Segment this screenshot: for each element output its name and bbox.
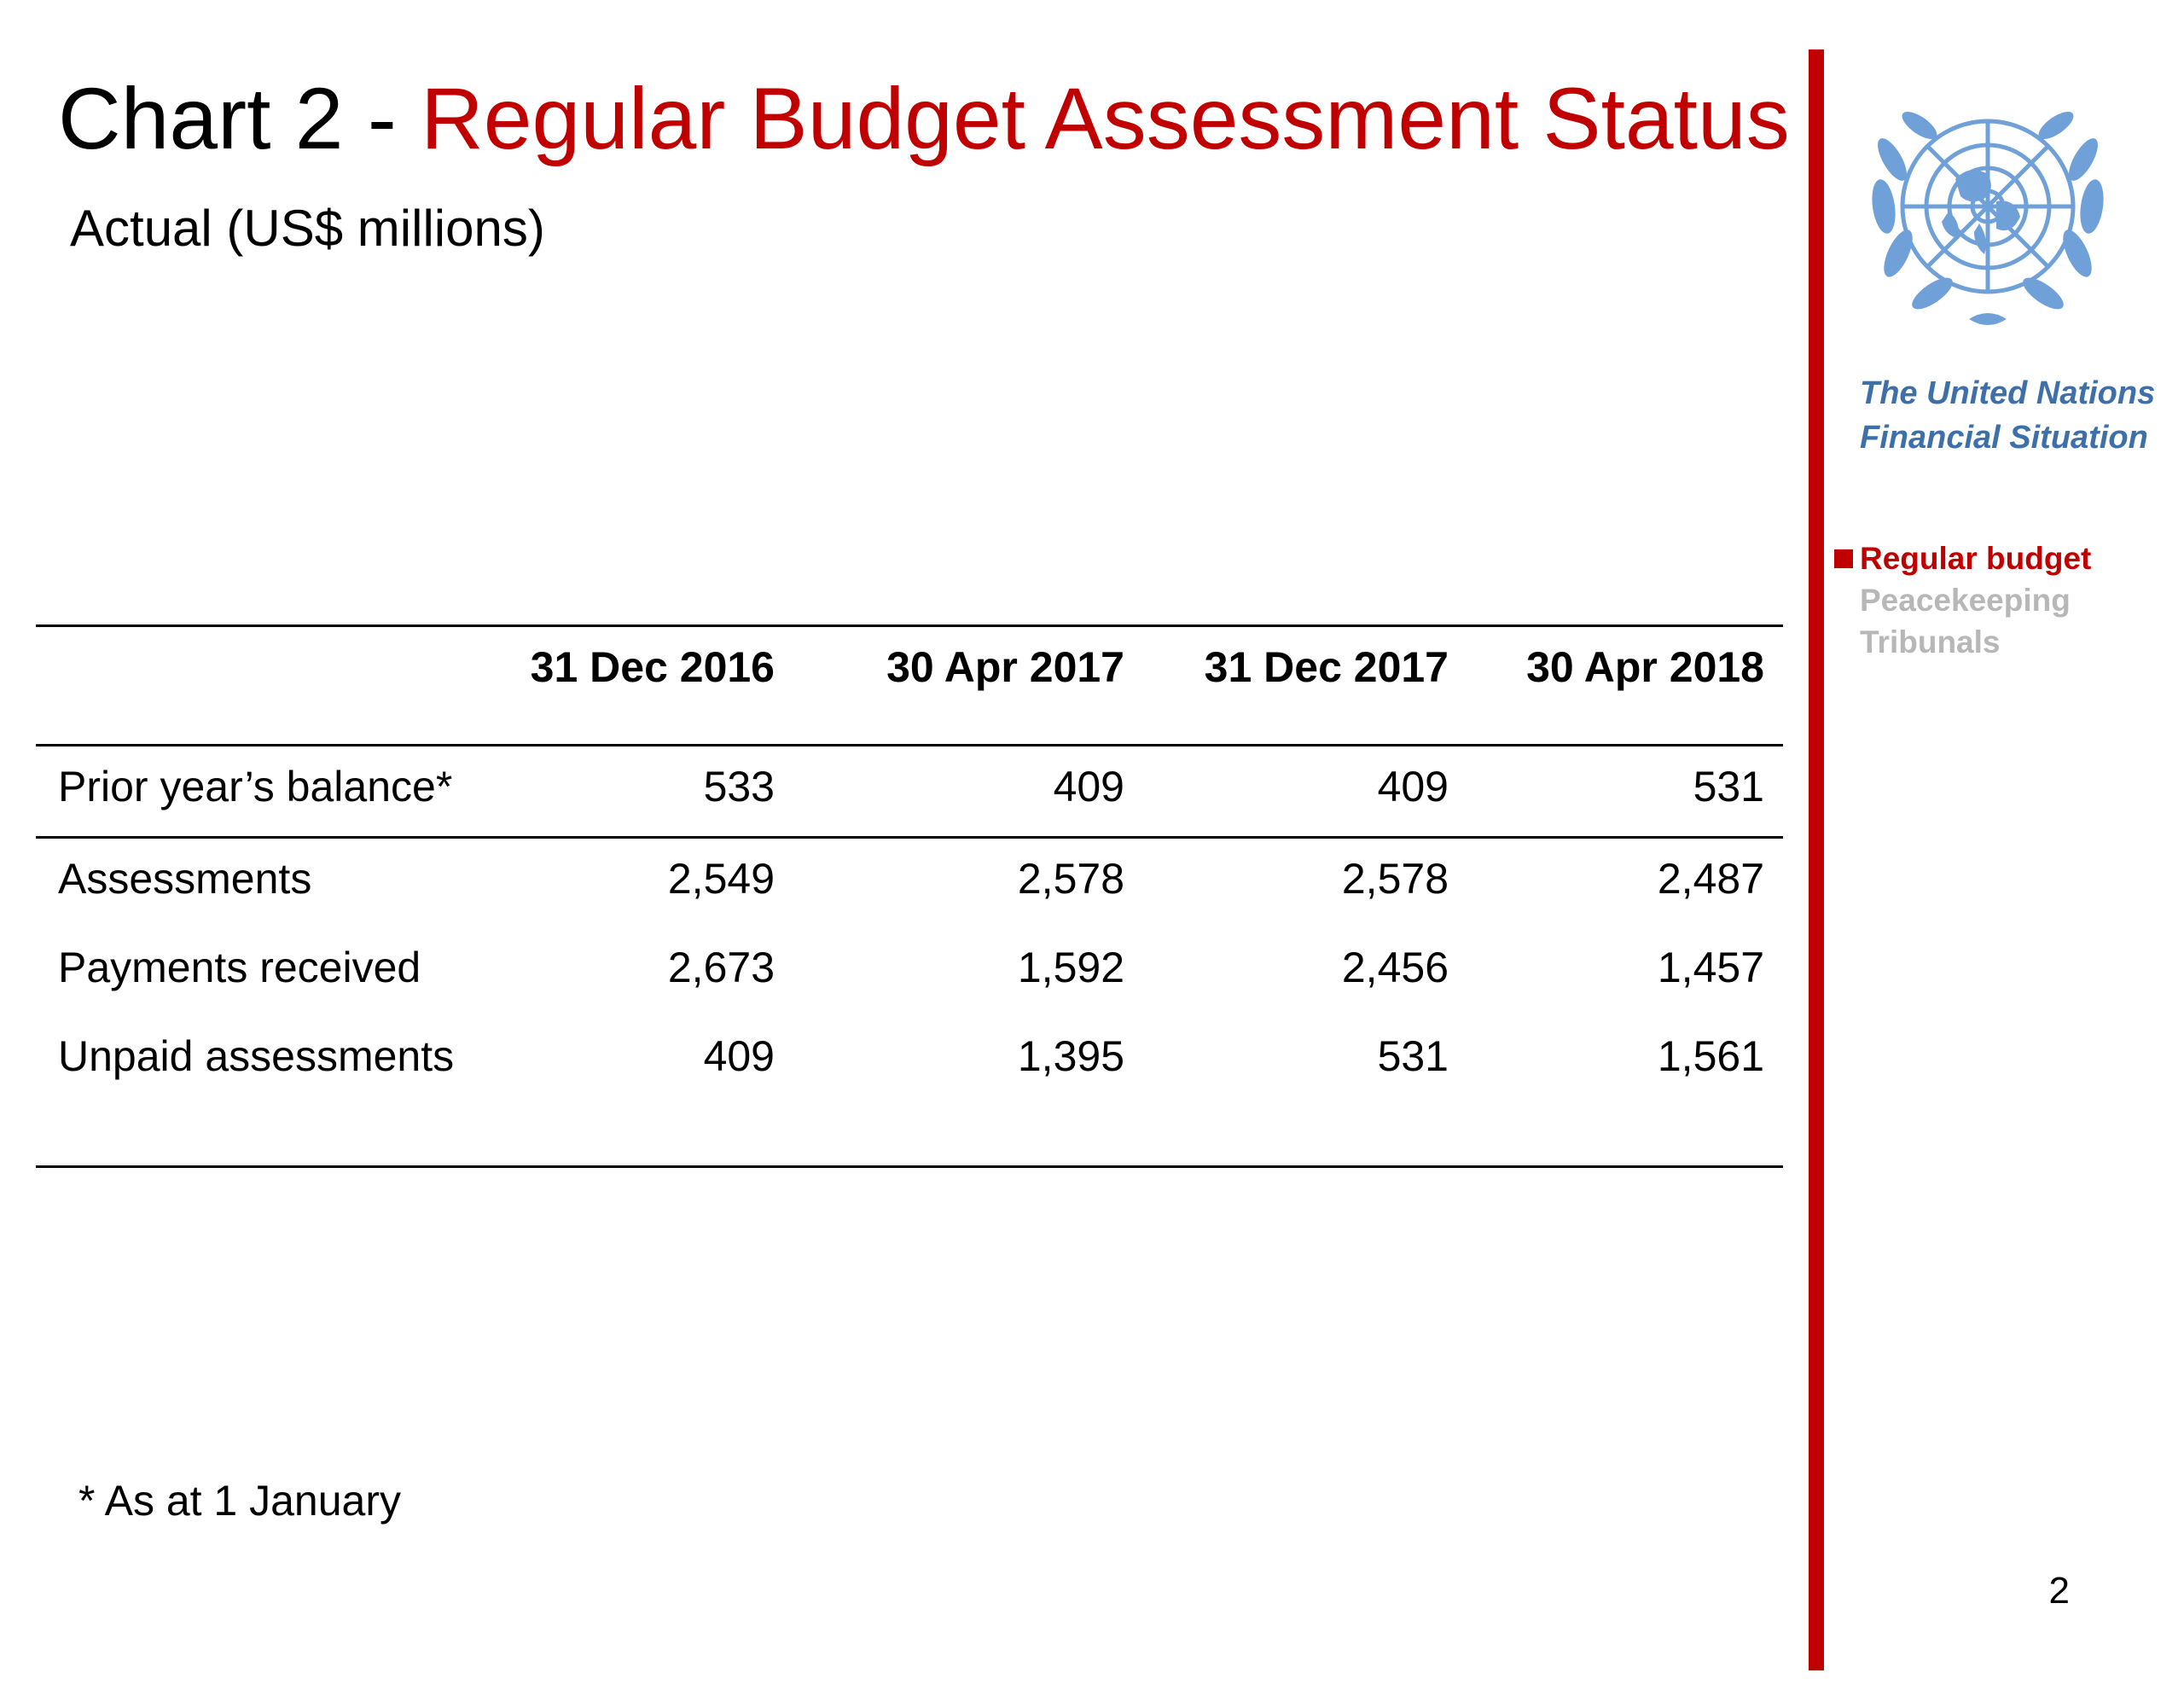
table-cell: 2,578 xyxy=(1017,855,1124,903)
row-label: Prior year’s balance* xyxy=(58,763,453,810)
footnote: * As at 1 January xyxy=(78,1477,402,1525)
title-prefix: Chart 2 - xyxy=(58,70,421,167)
nav-item-tribunals[interactable]: Tribunals xyxy=(1860,624,2001,659)
table-cell: 531 xyxy=(1377,1032,1449,1080)
sidebar-title-line2: Financial Situation xyxy=(1860,419,2148,456)
table-top-rule xyxy=(36,624,1783,627)
table-cell: 1,395 xyxy=(1017,1032,1124,1080)
table-cell: 531 xyxy=(1693,763,1764,810)
page-title xyxy=(58,67,1790,171)
sidebar-title xyxy=(1860,372,2155,460)
sidebar-title-line1: The United Nations xyxy=(1860,375,2156,411)
column-header: 30 Apr 2018 xyxy=(1526,643,1764,691)
table-header-rule xyxy=(36,744,1783,746)
column-header: 31 Dec 2016 xyxy=(530,643,775,691)
page-number: 2 xyxy=(2048,1570,2070,1612)
table-cell: 2,578 xyxy=(1341,855,1449,903)
table-cell: 2,673 xyxy=(667,944,775,991)
row-label: Payments received xyxy=(58,944,421,991)
table-cell: 533 xyxy=(703,763,775,810)
table-cell: 409 xyxy=(703,1032,775,1080)
nav-item-regular-budget[interactable]: Regular budget xyxy=(1834,537,2091,579)
table-cell: 1,561 xyxy=(1657,1032,1764,1080)
page-subtitle: Actual (US$ millions) xyxy=(70,200,545,257)
table-cell: 2,456 xyxy=(1341,944,1449,991)
nav-item-peacekeeping[interactable]: Peacekeeping xyxy=(1860,583,2071,618)
table-cell: 2,549 xyxy=(667,855,775,903)
column-header: 30 Apr 2017 xyxy=(886,643,1124,691)
table-bottom-rule xyxy=(36,1165,1783,1168)
accent-divider xyxy=(1809,49,1824,1670)
table-balance-rule xyxy=(36,836,1783,839)
section-nav xyxy=(1834,537,2091,663)
table-cell: 1,592 xyxy=(1017,944,1124,991)
un-emblem-icon xyxy=(1860,96,2116,334)
row-label: Unpaid assessments xyxy=(58,1032,455,1080)
table-cell: 409 xyxy=(1377,763,1449,810)
table-cell: 409 xyxy=(1053,763,1124,810)
column-header: 31 Dec 2017 xyxy=(1204,643,1449,691)
table-cell: 1,457 xyxy=(1657,944,1764,991)
table-cell: 2,487 xyxy=(1657,855,1764,903)
title-main: Regular Budget Assessment Status xyxy=(421,70,1790,167)
row-label: Assessments xyxy=(58,855,312,903)
